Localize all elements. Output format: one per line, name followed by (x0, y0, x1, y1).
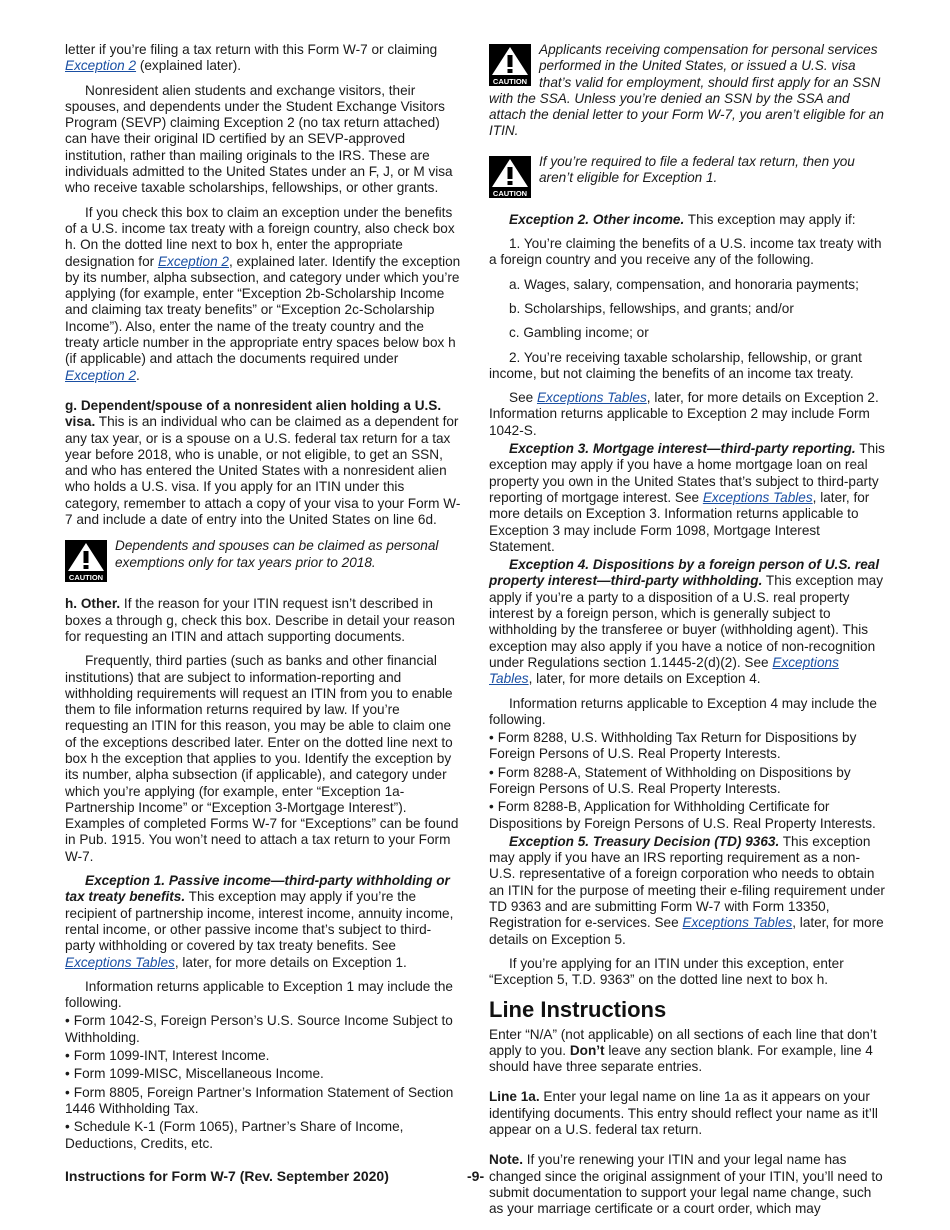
paragraph-line-instructions: Enter “N/A” (not applicable) on all sections of each line that don’t apply to you. Don’t leave any section blank. For example, line 4 should have three separate entries. (489, 1026, 877, 1075)
paragraph-sevp: Nonresident alien students and exchange visitors, their spouses, and dependents under the Student Exchange Visitors Program (SEVP) claiming Exception 2 (no tax return attached) can have their original ID certified by an SEVP-approved institution, rather than mailing originals to the IRS. These are individuals admitted to the United States under an F, J, or M visa who receive taxable scholarships, fellowships, or other grants. (65, 82, 453, 196)
list-item: • Form 8805, Foreign Partner’s Information Statement of Section 1446 Withholding Tax. (65, 1085, 461, 1118)
caution-block (65, 538, 461, 582)
list-item: • Form 8288, U.S. Withholding Tax Return for Dispositions by Foreign Persons of U.S. Real Property Interests. (489, 730, 885, 763)
paragraph-exception-5: Exception 5. Treasury Decision (TD) 9363. This exception may apply if you have an IRS reporting requirement as a non-U.S. representative of a foreign corporation who needs to obtain an ITIN for the purpose of meeting their e-filing requirement under TD 9363 and are submitting Form W-7 with Form 13350, Registration for e-services. See Exceptions Tables, later, for more details on Exception 5. (489, 833, 885, 947)
list-item: c. Gambling income; or (509, 325, 649, 341)
exception-4-heading: Exception 4. Dispositions by a foreign person of U.S. real property interest—third-party withholding. (489, 557, 880, 589)
caution-block (489, 42, 885, 140)
list-item: • Schedule K-1 (Form 1065), Partner’s Share of Income, Deductions, Credits, etc. (65, 1119, 461, 1152)
paragraph-treaty-benefits: If you check this box to claim an exception under the benefits of a U.S. income tax treaty with a foreign country, also check box h. On the dotted line next to box h, enter the appropriate designation for Exception 2, explained later. Identify the exception by its number, alpha subsection, and category under which you’re applying (for example, enter “Exception 2b-Scholarship Income and claiming tax treaty benefits” or “Exception 2c-Scholarship Income”). Also, enter the name of the treaty country and the treaty article number in the appropriate entry spaces below box h (if applicable) and attach the documents required under Exception 2. (65, 204, 461, 383)
paragraph-box-h: h. Other. If the reason for your ITIN request isn’t described in boxes a through g, check this box. Describe in detail your reason for requesting an ITIN and attach supporting documents. (65, 596, 455, 644)
right-column (489, 42, 885, 1218)
paragraph-note: Note. If you’re renewing your ITIN and your legal name has changed since the original assignment of your ITIN, you’ll need to submit documentation to support your legal name change, such as your marriage certificate or a court order, which may (489, 1152, 883, 1217)
exception-3-heading: Exception 3. Mortgage interest—third-party reporting. (509, 441, 856, 457)
exceptions-tables-link[interactable]: Exceptions Tables (702, 489, 813, 505)
paragraph-exception-1-info: Information returns applicable to Exception 1 may include the following. (65, 978, 453, 1011)
page-number: -9- (467, 1168, 485, 1184)
caution-block (489, 154, 885, 198)
caution-text: If you’re required to file a federal tax return, then you aren’t eligible for Exception 1. (539, 153, 855, 186)
paragraph-intro: letter if you’re filing a tax return with this Form W-7 or claiming Exception 2 (explained later). (65, 42, 438, 74)
paragraph-exception-2-see: See Exceptions Tables, later, for more details on Exception 2. Information returns applicable to Exception 2 may include Form 1042-S. (489, 390, 879, 438)
exception-2-heading: Exception 2. Other income. (509, 211, 685, 227)
exceptions-tables-link[interactable]: Exceptions Tables (536, 390, 647, 406)
list-item: • Form 8288-B, Application for Withholding Certificate for Dispositions by Foreign Persons of U.S. Real Property Interests. (489, 799, 885, 832)
caution-icon (489, 156, 531, 198)
caution-icon (489, 44, 531, 86)
paragraph-exception-1: Exception 1. Passive income—third-party withholding or tax treaty benefits. This exception may apply if you’re the recipient of partnership income, interest income, annuity income, rental income, or other passive income that’s subject to third-party withholding or covered by tax treaty benefits. See Exceptions Tables, later, for more details on Exception 1. (65, 873, 454, 970)
exception-1-heading: Exception 1. Passive income—third-party withholding or tax treaty benefits. (65, 873, 450, 905)
page-footer (65, 1168, 885, 1188)
paragraph-exception-3: Exception 3. Mortgage interest—third-party reporting. This exception may apply if you have a home mortgage loan on real property you own in the United States that’s subject to third-party reporting of mortgage interest. See Exceptions Tables, later, for more details on Exception 3. Information returns applicable to Exception 3 may include Form 1098, Mortgage Interest Statement. (489, 441, 885, 554)
paragraph-exception-5-apply: If you’re applying for an ITIN under this exception, enter “Exception 5, T.D. 9363” on the dotted line next to box h. (489, 955, 844, 988)
list-item: • Form 1042-S, Foreign Person’s U.S. Source Income Subject to Withholding. (65, 1013, 461, 1046)
caution-text: Dependents and spouses can be claimed as personal exemptions only for tax years prior to 2018. (115, 538, 439, 570)
exceptions-tables-link[interactable]: Exceptions Tables (489, 654, 839, 687)
list-item: • Form 1099-MISC, Miscellaneous Income. (65, 1066, 461, 1082)
svg-text:CAUTION: CAUTION (492, 77, 528, 86)
exceptions-tables-link[interactable]: Exceptions Tables (682, 915, 793, 931)
list-item: b. Scholarships, fellowships, and grants; and/or (509, 300, 794, 316)
box-g-heading: g. Dependent/spouse of a nonresident alien holding a U.S. visa. (65, 397, 442, 430)
section-title: Line Instructions (489, 996, 667, 1022)
box-h-heading: h. Other. (65, 596, 121, 612)
paragraph-box-g: g. Dependent/spouse of a nonresident alien holding a U.S. visa. This is an individual who can be claimed as a dependent for any tax year, or is a spouse on a U.S. federal tax return for a tax year before 2018, who is unable, or not eligible, to get an SSN, and who has entered the United States with a nonresident alien who holds a U.S. visa. If you apply for an ITIN under this category, remember to attach a copy of your visa to your Form W-7 and include a date of entry into the United States on line 6d. (65, 397, 461, 528)
svg-text:CAUTION: CAUTION (492, 188, 528, 198)
paragraph-exception-4: Exception 4. Dispositions by a foreign person of U.S. real property interest—third-party withholding. This exception may apply if you’re a party to a disposition of a U.S. real property interest by a foreign person, which is generally subject to withholding by the transferee or buyer (withholding agent). This exception may also apply if you have a notice of non-recognition under Regulations section 1.1445-2(d)(2). See Exceptions Tables, later, for more details on Exception 4. (489, 557, 884, 687)
exception-2-link[interactable]: Exception 2 (65, 58, 137, 74)
exception-2-link[interactable]: Exception 2 (65, 367, 137, 383)
line-1a-heading: Line 1a. (489, 1089, 540, 1105)
list-item: a. Wages, salary, compensation, and honoraria payments; (509, 276, 859, 292)
paragraph-third-parties: Frequently, third parties (such as banks and other financial institutions) that are subject to information-reporting and withholding requirements will request an ITIN from you to enable them to file information returns required by law. If you’re requesting an ITIN for this reason, you may be able to claim one of the exceptions described later. Enter on the dotted line next to box h the exception that applies to you. Identify the exception by its number, alpha subsection (if applicable), and category under which you’re applying (for example, enter “Exception 1a-Partnership Income” or “Exception 3-Mortgage Interest”). Examples of completed Forms W-7 for “Exceptions” can be found in Pub. 1915. You won’t need to attach a tax return to your Form W-7. (65, 653, 459, 864)
svg-text:CAUTION: CAUTION (68, 573, 104, 583)
paragraph-exception-4-info: Information returns applicable to Exception 4 may include the following. (489, 695, 877, 727)
paragraph-line-1a: Line 1a. Enter your legal name on line 1a as it appears on your identifying documents. This entry should reflect your name as it’ll appear on a U.S. federal tax return. (489, 1089, 878, 1138)
footer-title: Instructions for Form W-7 (Rev. September 2020) (65, 1168, 389, 1184)
exception-5-heading: Exception 5. Treasury Decision (TD) 9363. (509, 833, 780, 849)
exception-2-link[interactable]: Exception 2 (157, 253, 229, 269)
list-item: • Form 8288-A, Statement of Withholding on Dispositions by Foreign Persons of U.S. Real Property Interests. (489, 765, 885, 798)
left-column (65, 42, 461, 1152)
caution-icon (65, 540, 107, 582)
list-item: • Form 1099-INT, Interest Income. (65, 1048, 461, 1064)
note-heading: Note. (489, 1152, 523, 1168)
exceptions-tables-link[interactable]: Exceptions Tables (65, 954, 175, 970)
paragraph-exception-2: Exception 2. Other income. This exception may apply if: (509, 211, 856, 227)
paragraph-exception-2-item-1: 1. You’re claiming the benefits of a U.S. income tax treaty with a foreign country and you receive any of the following. (489, 236, 882, 268)
paragraph-exception-2-item-2: 2. You’re receiving taxable scholarship, fellowship, or grant income, but not claiming the benefits of an income tax treaty. (489, 349, 862, 381)
caution-text: Applicants receiving compensation for personal services performed in the United States, or issued a U.S. visa that’s valid for employment, should first apply for an SSN with the SSA. Unless you’re denied an SSN by the SSA and attach the denial letter to your Form W-7, you aren’t eligible for an ITIN. (489, 42, 884, 139)
